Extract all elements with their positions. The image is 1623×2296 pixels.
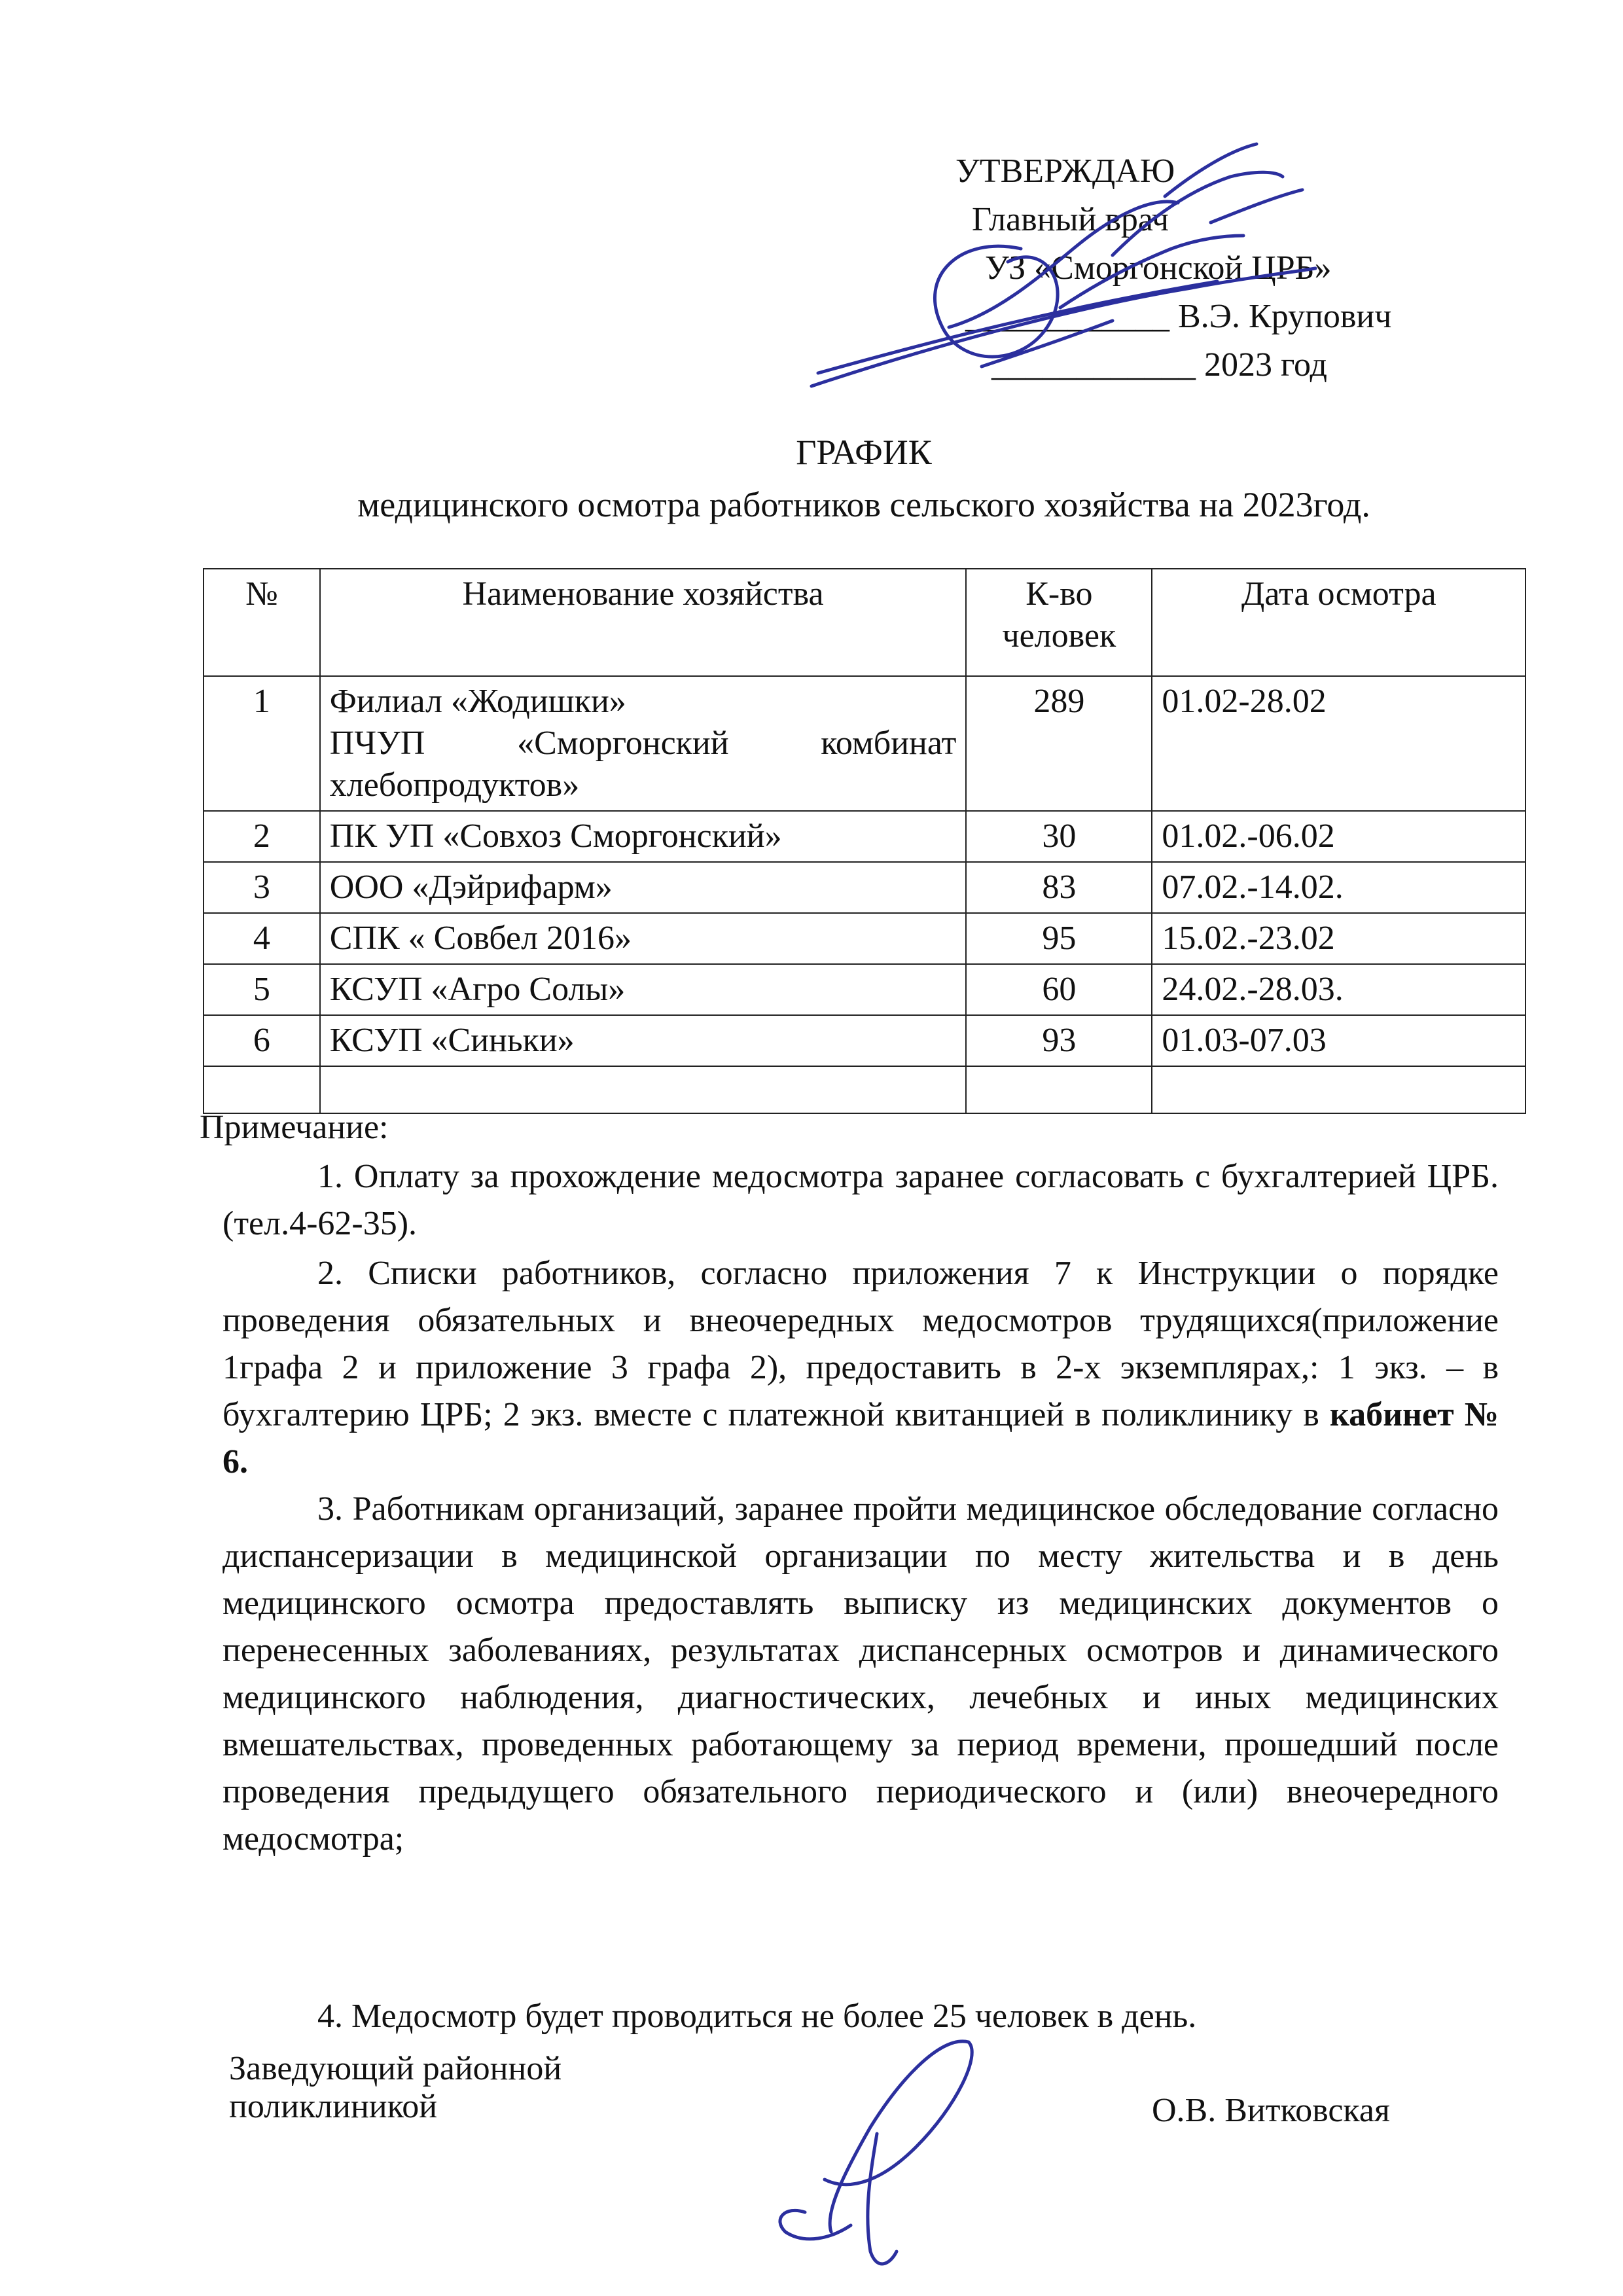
approval-heading: УТВЕРЖДАЮ xyxy=(955,152,1175,190)
notes-label: Примечание: xyxy=(200,1109,389,1146)
header-num: № xyxy=(204,569,320,676)
footer-position-line: поликлиникой xyxy=(229,2088,438,2125)
note-item-2-text: 2. Списки работников, согласно приложения 7 к Инструкции о порядке проведения обязательных и внеочередных медосмотров трудящихся(приложение 1графа 2 и приложение 3 графа 2), предоставить в 2-х экземплярах,: 1 экз. – в бухгалтерию ЦРБ; 2 экз. вместе с платежной квитанцией в поликлинику в xyxy=(223,1255,1499,1433)
header-name: Наименование хозяйства xyxy=(320,569,967,676)
row-num: 4 xyxy=(204,913,320,964)
row-num: 2 xyxy=(204,811,320,862)
table-row-empty xyxy=(204,1066,1525,1113)
row-name-line: Филиал «Жодишки» xyxy=(329,683,626,720)
row-date: 07.02.-14.02. xyxy=(1152,862,1525,913)
row-num: 6 xyxy=(204,1015,320,1066)
row-name: ПК УП «Совхоз Сморгонский» xyxy=(320,811,967,862)
row-count: 60 xyxy=(966,964,1152,1015)
empty-cell xyxy=(204,1066,320,1113)
row-count: 83 xyxy=(966,862,1152,913)
row-count: 95 xyxy=(966,913,1152,964)
row-name: КСУП «Агро Солы» xyxy=(320,964,967,1015)
footer-position xyxy=(229,2050,562,2126)
row-num: 1 xyxy=(204,676,320,811)
row-date: 01.02-28.02 xyxy=(1152,676,1525,811)
row-count: 289 xyxy=(966,676,1152,811)
table-row xyxy=(204,811,1525,862)
note-item-4: 4. Медосмотр будет проводиться не более 25 человек в день. xyxy=(317,1998,1197,2035)
approval-block xyxy=(955,147,1391,389)
row-name-line: ПЧУП «Сморгонский комбинат xyxy=(329,725,957,762)
schedule-table xyxy=(203,568,1526,1114)
header-date: Дата осмотра xyxy=(1152,569,1525,676)
footer-position-line: Заведующий районной xyxy=(229,2050,562,2087)
empty-cell xyxy=(320,1066,967,1113)
row-name xyxy=(320,676,967,811)
approval-signatory: ____________ В.Э. Крупович xyxy=(965,298,1392,335)
row-num: 3 xyxy=(204,862,320,913)
row-date: 01.03-07.03 xyxy=(1152,1015,1525,1066)
table-header-row xyxy=(204,569,1525,676)
note-item-3: 3. Работникам организаций, заранее пройти медицинское обследование согласно диспансеризации в медицинской организации по месту жительства и в день медицинского осмотра предоставлять выписку из медицинских документов о перенесенных заболеваниях, результатах диспансерных осмотров и динамического медицинского наблюдения, диагностических, лечебных и иных медицинских вмешательствах, проведенных работающему за период времени, прошедший после проведения предыдущего обязательного периодического и (или) внеочередного медосмотра; xyxy=(223,1490,1499,1857)
table-row xyxy=(204,676,1525,811)
row-date: 24.02.-28.03. xyxy=(1152,964,1525,1015)
note-item-1: 1. Оплату за прохождение медосмотра заранее согласовать с бухгалтерией ЦРБ. (тел.4-62-35). xyxy=(223,1158,1499,1242)
empty-cell xyxy=(1152,1066,1525,1113)
approval-position: Главный врач xyxy=(972,201,1169,238)
table-row xyxy=(204,913,1525,964)
note-item-2-room: кабинет № 6. xyxy=(223,1396,1499,1480)
footer-signatory-name: О.В. Витковская xyxy=(1152,2092,1390,2129)
document-title: ГРАФИК xyxy=(796,433,932,472)
header-count: К-во человек xyxy=(966,569,1152,676)
row-date: 15.02.-23.02 xyxy=(1152,913,1525,964)
table-row xyxy=(204,964,1525,1015)
row-count: 93 xyxy=(966,1015,1152,1066)
row-num: 5 xyxy=(204,964,320,1015)
table-row xyxy=(204,1015,1525,1066)
table-row xyxy=(204,862,1525,913)
row-date: 01.02.-06.02 xyxy=(1152,811,1525,862)
note-item-2 xyxy=(223,1250,1499,1486)
approval-date: ____________ 2023 год xyxy=(991,346,1327,384)
row-name: СПК « Совбел 2016» xyxy=(320,913,967,964)
row-name: ООО «Дэйрифарм» xyxy=(320,862,967,913)
row-count: 30 xyxy=(966,811,1152,862)
empty-cell xyxy=(966,1066,1152,1113)
document-subtitle: медицинского осмотра работников сельского хозяйства на 2023год. xyxy=(357,485,1370,524)
approval-organization: УЗ «Сморгонской ЦРБ» xyxy=(985,249,1332,287)
row-name: КСУП «Синьки» xyxy=(320,1015,967,1066)
row-name-line: хлебопродуктов» xyxy=(329,766,580,804)
